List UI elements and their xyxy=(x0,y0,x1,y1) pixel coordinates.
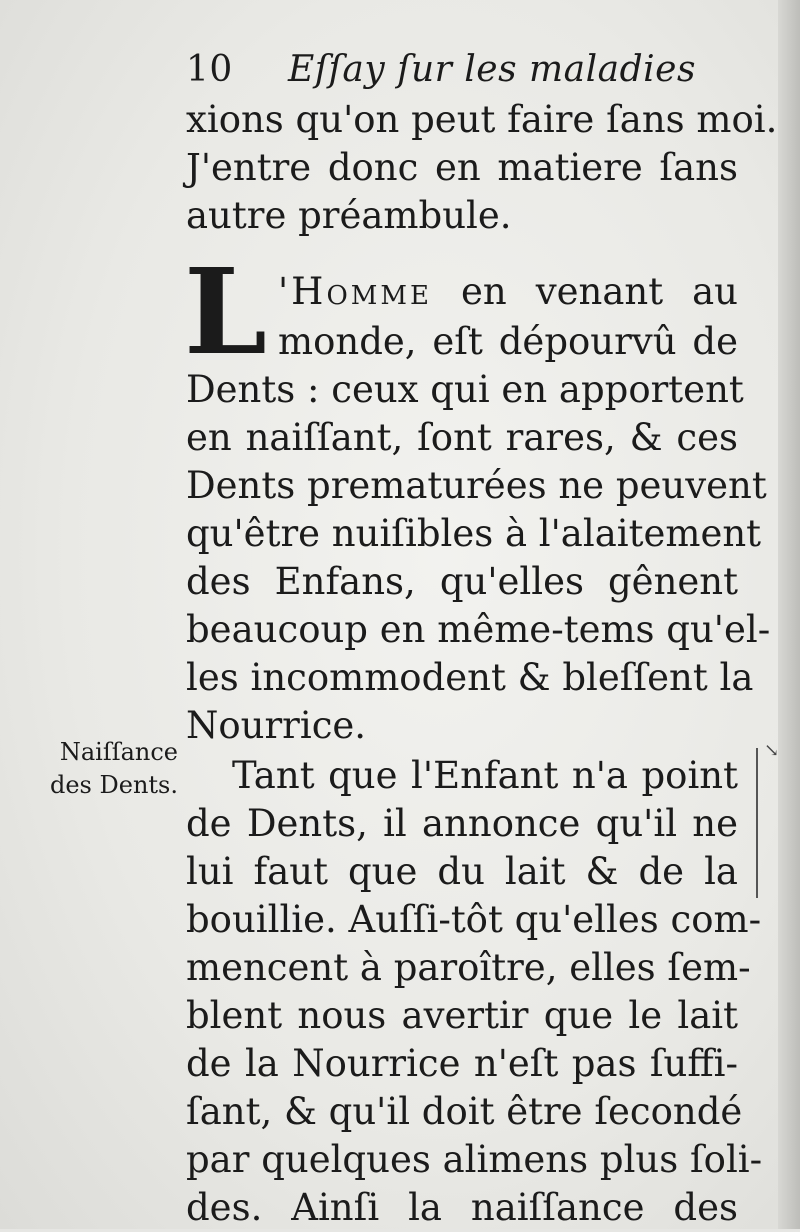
page-number: 10 xyxy=(186,49,233,90)
first-line-rest: en venant au xyxy=(461,270,739,313)
text-line: Tant que l'Enfant n'a point xyxy=(232,754,738,797)
text-line: des Enfans, qu'elles gênent xyxy=(186,560,738,603)
text-line: les incommodent & bleſſent la xyxy=(186,656,754,699)
page-edge-shadow xyxy=(778,0,800,1229)
text-line: des. Ainſi la naiſſance des xyxy=(186,1186,738,1229)
margin-note-line-2: des Dents. xyxy=(49,771,178,799)
page-header xyxy=(186,46,746,94)
text-line: monde, eſt dépourvû de xyxy=(278,320,738,363)
text-line: qu'être nuiſibles à l'alaitement xyxy=(186,512,762,555)
text-line: mencent à paroître, elles ſem- xyxy=(186,946,751,989)
text-line-first xyxy=(278,268,738,316)
text-line: Nourrice. xyxy=(186,704,367,747)
text-line: Dents : ceux qui en apportent xyxy=(186,368,744,411)
text-line: Dents prematurées ne peuvent xyxy=(186,464,767,507)
text-line: bouillie. Auſſi-tôt qu'elles com- xyxy=(186,898,762,941)
text-line: en naiſſant, ſont rares, & ces xyxy=(186,416,738,459)
text-line: de Dents, il annonce qu'il ne xyxy=(186,802,738,845)
first-word-smallcaps: 'Homme xyxy=(278,270,432,313)
text-line: lui faut que du lait & de la xyxy=(186,850,738,893)
text-line: par quelques alimens plus ſoli- xyxy=(186,1138,763,1181)
margin-note-line-1: Naiſſance xyxy=(59,738,178,766)
margin-arrow-icon: ↘ xyxy=(764,740,780,761)
text-line: xions qu'on peut faire ſans moi. xyxy=(186,98,778,141)
text-line: de la Nourrice n'eſt pas ſuffi- xyxy=(186,1042,738,1085)
running-title: Eſſay ſur les maladies xyxy=(287,49,696,90)
text-line: beaucoup en même-tems qu'el- xyxy=(186,608,771,651)
text-line: J'entre donc en matiere ſans xyxy=(186,146,738,189)
text-line: ſant, & qu'il doit être ſecondé xyxy=(186,1090,743,1133)
drop-cap: L xyxy=(184,242,267,381)
margin-bracket xyxy=(756,748,766,898)
text-line: blent nous avertir que le lait xyxy=(186,994,738,1037)
text-line: autre préambule. xyxy=(186,194,512,237)
